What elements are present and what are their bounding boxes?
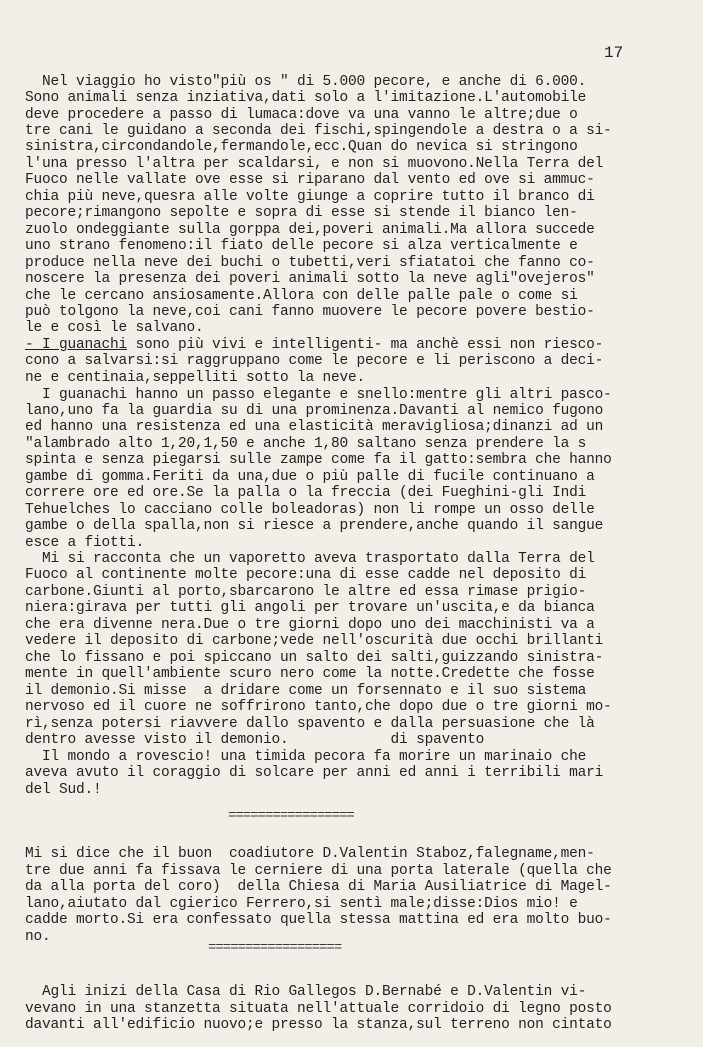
text-line: correre ore ed ore.Se la palla o la freccia (dei Fueghini-gli Indi [25, 485, 587, 501]
text-line: deve procedere a passo di lumaca:dove va una vanno le altre;due o [25, 107, 578, 123]
text-line: Nel viaggio ho visto"più os " di 5.000 pecore, e anche di 6.000. [25, 74, 587, 90]
text-line: cadde morto.Si era confessato quella stessa mattina ed era molto buo- [25, 912, 612, 928]
text-line: ne e centinaia,seppelliti sotto la neve. [25, 370, 366, 386]
text-line: le e così le salvano. [25, 320, 204, 336]
text-line: aveva avuto il coraggio di solcare per anni ed anni i terribili mari [25, 765, 604, 781]
text-line: "alambrado alto 1,20,1,50 e anche 1,80 saltano senza prendere la s [25, 436, 587, 452]
text-line: pecore;rimangono sepolte e sopra di esse si stende il bianco len- [25, 205, 578, 221]
text-line: nervoso ed il cuore ne soffrirono tanto,che dopo due o tre giorni mo- [25, 699, 612, 715]
guanachi-heading: - I guanachi [25, 337, 128, 353]
text-line: I guanachi hanno un passo elegante e snello:mentre gli altri pasco- [25, 387, 612, 403]
text-line: gambe o della spalla,non si riesce a prendere,anche quando il sangue [25, 518, 604, 534]
text-line: Mi si racconta che un vaporetto aveva trasportato dalla Terra del [25, 551, 595, 567]
text-line: spinta e senza piegarsi sulle zampe come fa il gatto:sembra che hanno [25, 452, 612, 468]
text-line: il demonio.Si misse a dridare come un forsennato e il suo sistema [25, 683, 587, 699]
text-line: mente in quell'ambiente scuro nero come la notte.Credette che fosse [25, 666, 595, 682]
text-line: Sono animali senza inziativa,dati solo a l'imitazione.L'automobile [25, 90, 587, 106]
text-line: zuolo ondeggiante sulla gorppa dei,poveri animali.Ma allora succede [25, 222, 595, 238]
text-line: lano,aiutato dal cgierico Ferrero,si sentì male;disse:Dios mio! e [25, 896, 578, 912]
page-number: 17 [604, 44, 624, 62]
text-line: tre cani le guidano a seconda dei fischi,spingendole a destra o a si- [25, 123, 612, 139]
text-line: del Sud.! [25, 782, 102, 798]
text-line: può tolgono la neve,coi cani fanno muovere le pecore povere bestio- [25, 304, 595, 320]
text-span: sono più vivi e intelligenti- ma anchè essi non riesco- [127, 337, 604, 353]
text-line: dentro avesse visto il demonio. di spavento [25, 732, 485, 748]
text-line: Mi si dice che il buon coadiutore D.Valentin Staboz,falegname,men- [25, 846, 595, 862]
text-line: ed hanno una resistenza ed una elasticità meravigliosa;dinanzi ad un [25, 419, 604, 435]
text-line: noscere la presenza dei poveri animali sotto la neve agli"ovejeros" [25, 271, 595, 287]
text-line: Il mondo a rovescio! una timida pecora fa morire un marinaio che [25, 749, 587, 765]
text-line: tre due anni fa fissava le cerniere di una porta laterale (quella che [25, 863, 612, 879]
text-line [25, 337, 603, 353]
text-line: vevano in una stanzetta situata nell'attuale corridoio di legno posto [25, 1001, 612, 1017]
text-line: lano,uno fa la guardia su di una prominenza.Davanti al nemico fugono [25, 403, 604, 419]
text-line: che le cercano ansiosamente.Allora con delle palle pale o come si [25, 288, 578, 304]
text-line: da alla porta del coro) della Chiesa di Maria Ausiliatrice di Magel- [25, 879, 612, 895]
text-line: che era divenne nera.Due o tre giorni dopo uno dei macchinisti va a [25, 617, 595, 633]
text-line: produce nella neve dei buchi o tubetti,veri sfiatatoi che fanno co- [25, 255, 595, 271]
text-line: carbone.Giunti al porto,sbarcarono le altre ed essa rimase prigio- [25, 584, 587, 600]
text-line: Fuoco nelle vallate ove esse si riparano dal vento ed ove si ammuc- [25, 172, 595, 188]
text-line: esce a fiotti. [25, 535, 145, 551]
text-line: Tehuelches lo cacciano colle boleadoras) non li rompe un osso delle [25, 502, 595, 518]
separator-line: ================== [208, 940, 342, 956]
text-line: vedere il deposito di carbone;vede nell'oscurità due occhi brillanti [25, 633, 604, 649]
text-line: gambe di gomma.Feriti da una,due o più palle di fucile continuano a [25, 469, 595, 485]
text-line: davanti all'edificio nuovo;e presso la stanza,sul terreno non cintato [25, 1017, 612, 1033]
text-line: niera:girava per tutti gli angoli per trovare un'uscita,e da bianca [25, 600, 595, 616]
text-line: rì,senza potersi riavvere dallo spavento e dalla persuasione che là [25, 716, 595, 732]
text-line: Fuoco al continente molte pecore:una di esse cadde nel deposito di [25, 567, 587, 583]
text-line: no. [25, 929, 51, 945]
separator-line: ================= [228, 808, 354, 824]
text-line: chia più neve,quesra alle volte giunge a coprire tutto il branco di [25, 189, 595, 205]
text-line: l'una presso l'altra per scaldarsi, e non si muovono.Nella Terra del [25, 156, 604, 172]
text-line: cono a salvarsi:si raggruppano come le pecore e li periscono a deci- [25, 353, 604, 369]
text-line: Agli inizi della Casa di Rio Gallegos D.Bernabé e D.Valentin vi- [25, 984, 587, 1000]
text-line: che lo fissano e poi spiccano un salto dei salti,guizzando sinistra- [25, 650, 604, 666]
text-line: uno strano fenomeno:il fiato delle pecore si alza verticalmente e [25, 238, 578, 254]
text-line: sinistra,circondandole,fermandole,ecc.Quan do nevica si stringono [25, 139, 578, 155]
